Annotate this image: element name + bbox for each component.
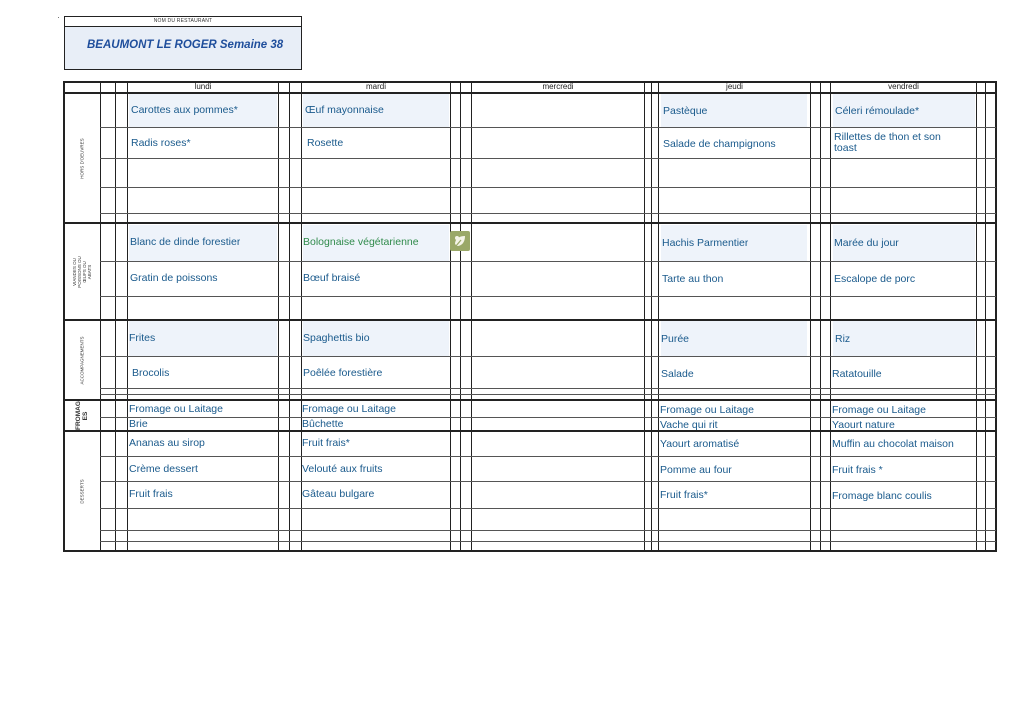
- menu-item: Ratatouille: [832, 369, 882, 380]
- grid-line: [100, 481, 996, 482]
- day-header-mardi: mardi: [365, 82, 386, 91]
- menu-item: Marée du jour: [834, 238, 899, 249]
- day-header-vendredi: vendredi: [888, 82, 919, 91]
- grid-line: [100, 356, 996, 357]
- grid-line: [100, 388, 996, 389]
- menu-item: Brie: [129, 419, 148, 430]
- menu-item: Fruit frais *: [832, 465, 883, 476]
- menu-item: Céleri rémoulade*: [835, 106, 920, 117]
- day-header-lundi: lundi: [194, 82, 212, 91]
- restaurant-header: [64, 16, 302, 70]
- menu-item: Muffin au chocolat maison: [832, 439, 954, 450]
- grid-line: [100, 296, 996, 297]
- menu-item: Rillettes de thon et son toast: [834, 132, 941, 154]
- menu-item: Ananas au sirop: [129, 438, 205, 449]
- restaurant-title: BEAUMONT LE ROGER Semaine 38: [87, 39, 284, 51]
- menu-item: Salade de champignons: [663, 139, 776, 150]
- menu-item: Yaourt nature: [832, 420, 895, 431]
- grid-line: [63, 92, 997, 94]
- menu-item: Tarte au thon: [662, 274, 724, 285]
- menu-item: Brocolis: [132, 368, 170, 379]
- grid-line: [63, 550, 997, 552]
- menu-item: Vache qui rit: [660, 420, 718, 431]
- leaf-icon: [450, 231, 470, 251]
- menu-item: Salade: [661, 369, 694, 380]
- menu-item: Gratin de poissons: [130, 273, 218, 284]
- menu-item: Radis roses*: [131, 138, 191, 149]
- menu-item: Fromage ou Laitage: [660, 405, 754, 416]
- menu-item: Crème dessert: [129, 464, 198, 475]
- menu-item: Rosette: [307, 138, 344, 149]
- menu-item: Fruit frais*: [660, 490, 708, 501]
- category-accompagnements: ACCOMPAGNEMENTS: [79, 336, 85, 384]
- menu-item: Pomme au four: [660, 465, 732, 476]
- menu-item: Frites: [129, 333, 156, 344]
- menu-item: Spaghettis bio: [303, 333, 370, 344]
- menu-item: Carottes aux pommes*: [131, 105, 238, 116]
- grid-line: [100, 456, 996, 457]
- category-fromages: FROMAG ES: [75, 400, 89, 430]
- grid-line: [63, 399, 997, 401]
- menu-item: Fromage ou Laitage: [302, 404, 396, 415]
- menu-item: Poêlée forestière: [303, 368, 383, 379]
- menu-item: Fruit frais*: [302, 438, 350, 449]
- menu-item-vegetarian: Bolognaise végétarienne: [303, 237, 419, 248]
- menu-item: Fromage ou Laitage: [129, 404, 223, 415]
- category-viandes: VIANDES OU POISSONS OU ŒUFS OU ABATS: [72, 255, 92, 288]
- menu-item: Yaourt aromatisé: [660, 439, 740, 450]
- menu-item: Blanc de dinde forestier: [130, 237, 241, 248]
- menu-item: Escalope de porc: [834, 274, 916, 285]
- menu-item: Velouté aux fruits: [302, 464, 383, 475]
- grid-line: [63, 222, 997, 224]
- grid-line: [100, 127, 996, 128]
- grid-line: [100, 508, 996, 509]
- menu-item: Hachis Parmentier: [662, 238, 749, 249]
- grid-line: [100, 187, 996, 188]
- menu-item: Gâteau bulgare: [302, 489, 375, 500]
- day-header-jeudi: jeudi: [726, 82, 743, 91]
- category-desserts: DESSERTS: [79, 478, 85, 504]
- menu-item: Pastèque: [663, 106, 708, 117]
- scan-speck: [58, 17, 59, 18]
- menu-item: Fromage blanc coulis: [832, 491, 932, 502]
- menu-item: Bûchette: [302, 419, 344, 430]
- menu-item: Fromage ou Laitage: [832, 405, 926, 416]
- category-hors-doeuvres: HORS D'OEUVRES: [79, 137, 85, 179]
- grid-line: [63, 319, 997, 321]
- grid-line: [100, 530, 996, 531]
- day-header-mercredi: mercredi: [542, 82, 574, 91]
- menu-item: Œuf mayonnaise: [305, 105, 384, 116]
- grid-line: [100, 394, 996, 395]
- restaurant-label: NOM DU RESTAURANT: [65, 17, 301, 27]
- menu-item: Bœuf braisé: [303, 273, 361, 284]
- row-shade: [833, 321, 975, 356]
- menu-item: Riz: [835, 334, 851, 345]
- grid-line: [100, 158, 996, 159]
- grid-line: [100, 417, 996, 418]
- grid-line: [100, 541, 996, 542]
- grid-line: [100, 261, 996, 262]
- grid-line: [100, 213, 996, 214]
- menu-item: Fruit frais: [129, 489, 173, 500]
- menu-item: Purée: [661, 334, 690, 345]
